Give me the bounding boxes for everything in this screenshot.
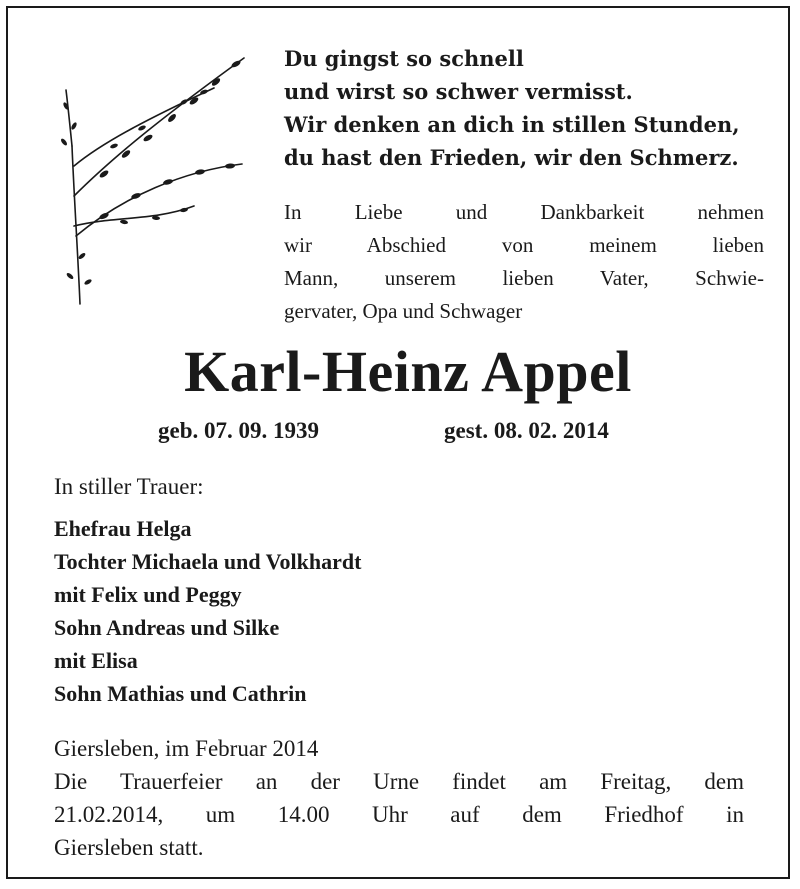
place-date: Giersleben, im Februar 2014 xyxy=(54,736,319,761)
mourner-line: mit Felix und Peggy xyxy=(54,582,242,607)
poem-line: du hast den Frieden, wir den Schmerz. xyxy=(284,145,739,170)
mourner-line: mit Elisa xyxy=(54,648,138,673)
mourner-line: Ehefrau Helga xyxy=(54,516,192,541)
obituary-frame xyxy=(6,6,790,879)
mourner-line: Sohn Mathias und Cathrin xyxy=(54,681,307,706)
intro-line: Mann, unserem lieben Vater, Schwie- xyxy=(284,266,764,290)
birth-date: geb. 07. 09. 1939 xyxy=(158,418,319,443)
notice-line: Die Trauerfeier an der Urne findet am Freitag, dem xyxy=(54,769,744,794)
funeral-notice xyxy=(54,732,744,864)
mourner-line: Tochter Michaela und Volkhardt xyxy=(54,549,362,574)
poem xyxy=(284,42,774,174)
notice-line: Giersleben statt. xyxy=(54,835,204,860)
poem-line: und wirst so schwer vermisst. xyxy=(284,79,633,104)
intro-line: gervater, Opa und Schwager xyxy=(284,299,523,323)
deceased-name: Karl-Heinz Appel xyxy=(184,339,632,404)
intro-text xyxy=(284,196,764,328)
poem-line: Wir denken an dich in stillen Stunden, xyxy=(284,112,740,137)
intro-line: In Liebe und Dankbarkeit nehmen xyxy=(284,200,764,224)
poem-line: Du gingst so schnell xyxy=(284,46,524,71)
death-date: gest. 08. 02. 2014 xyxy=(444,418,609,443)
intro-line: wir Abschied von meinem lieben xyxy=(284,233,764,257)
notice-line: 21.02.2014, um 14.00 Uhr auf dem Friedhof in xyxy=(54,802,744,827)
mourners-list xyxy=(54,512,361,710)
mourner-line: Sohn Andreas und Silke xyxy=(54,615,280,640)
mourners-label: In stiller Trauer: xyxy=(54,474,204,499)
olive-branch-icon xyxy=(44,46,264,310)
